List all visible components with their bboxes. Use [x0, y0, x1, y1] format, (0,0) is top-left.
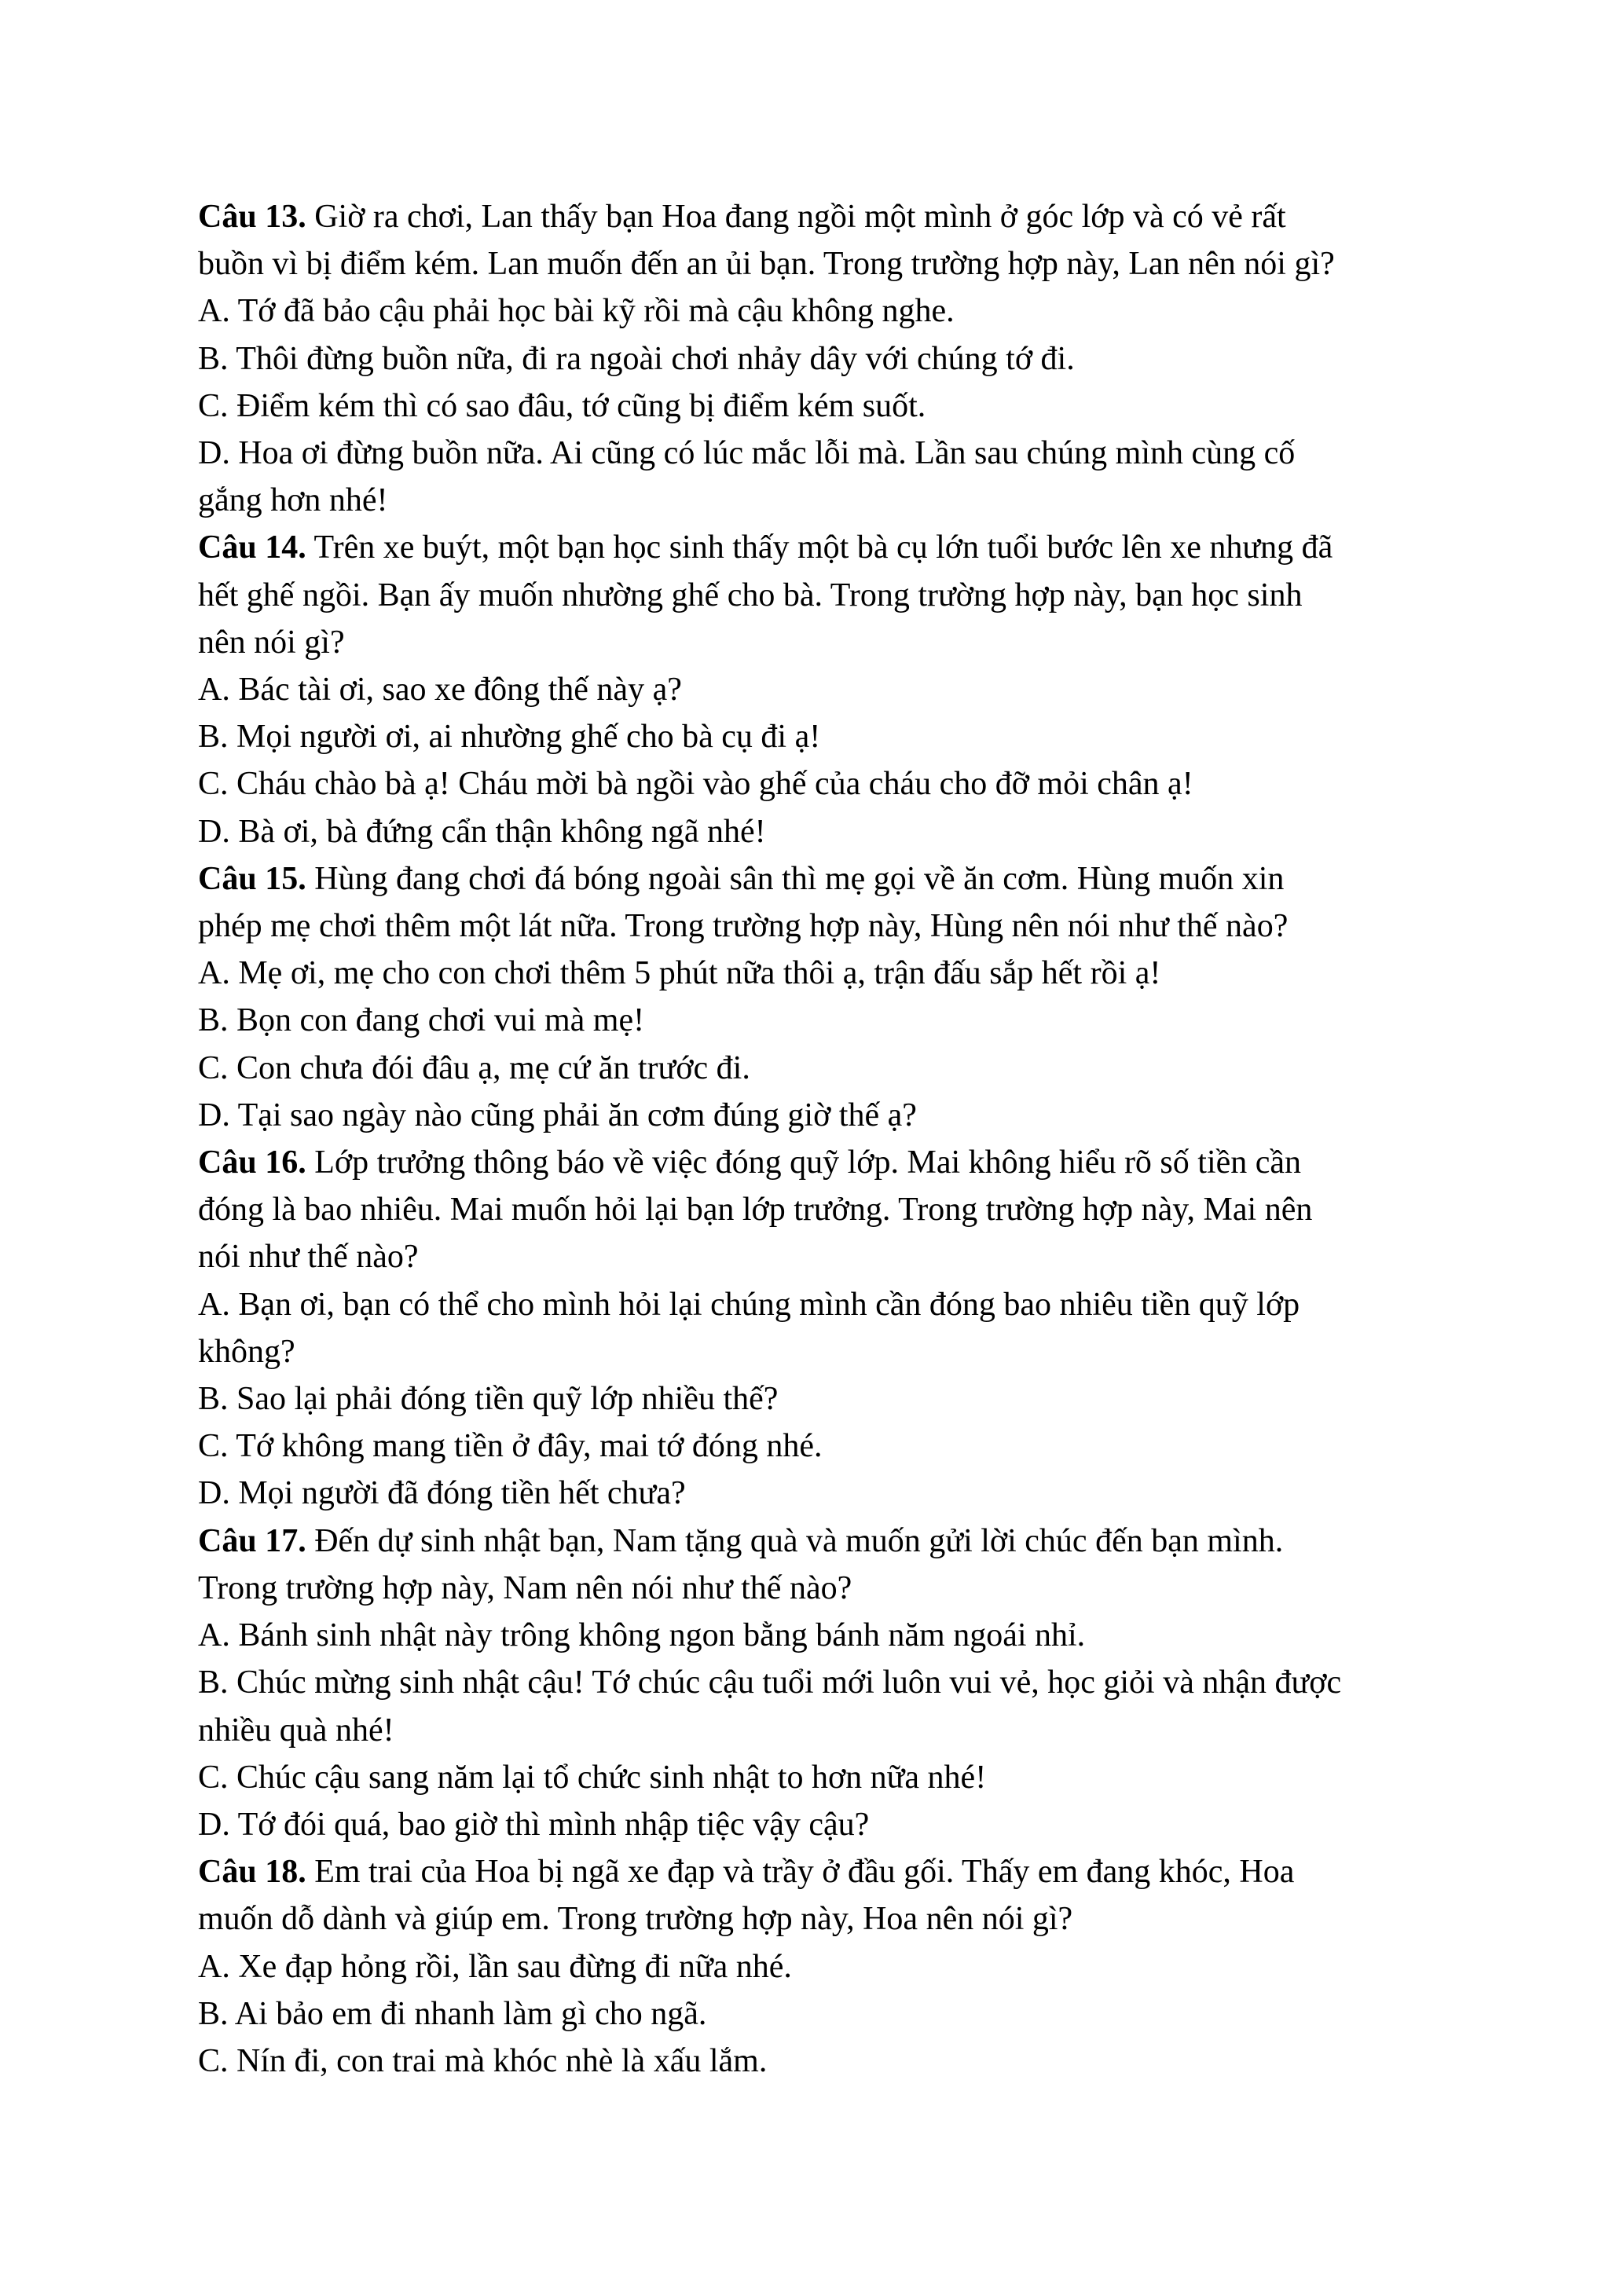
question-text: đóng là bao nhiêu. Mai muốn hỏi lại bạn lớp trưởng. Trong trường hợp này, Mai nên	[198, 1192, 1313, 1229]
question-text: Đến dự sinh nhật bạn, Nam tặng quà và muốn gửi lời chúc đến bạn mình.	[314, 1522, 1284, 1559]
question-stem-line	[198, 193, 1447, 240]
question-block	[198, 524, 1447, 855]
question-stem-line	[198, 524, 1447, 571]
answer-option-line: C. Chúc cậu sang năm lại tổ chức sinh nhật to hơn nữa nhé!	[198, 1759, 987, 1796]
question-text: Trong trường hợp này, Nam nên nói như thế nào?	[198, 1569, 852, 1606]
question-block	[198, 1518, 1447, 1848]
answer-option-line: B. Thôi đừng buồn nữa, đi ra ngoài chơi nhảy dây với chúng tớ đi.	[198, 340, 1075, 377]
question-stem-line	[198, 1186, 1447, 1233]
question-stem-line	[198, 1139, 1447, 1186]
answer-option-line: nhiều quà nhé!	[198, 1712, 394, 1749]
answer-option-line: C. Nín đi, con trai mà khóc nhè là xấu lắm.	[198, 2042, 768, 2079]
answer-option-line: B. Chúc mừng sinh nhật cậu! Tớ chúc cậu tuổi mới luôn vui vẻ, học giỏi và nhận được	[198, 1664, 1342, 1701]
question-stem-line	[198, 1895, 1447, 1943]
question-text: Lớp trưởng thông báo về việc đóng quỹ lớp. Mai không hiểu rõ số tiền cần	[314, 1144, 1302, 1181]
question-text: buồn vì bị điểm kém. Lan muốn đến an ủi bạn. Trong trường hợp này, Lan nên nói gì?	[198, 246, 1335, 283]
answer-option-line: D. Tại sao ngày nào cũng phải ăn cơm đúng giờ thế ạ?	[198, 1097, 917, 1133]
question-text: Trên xe buýt, một bạn học sinh thấy một bà cụ lớn tuổi bước lên xe nhưng đã	[313, 529, 1333, 566]
question-number: Câu 13.	[198, 199, 306, 235]
answer-option-line: D. Bà ơi, bà đứng cẩn thận không ngã nhé!	[198, 813, 766, 850]
answer-option-line: A. Bánh sinh nhật này trông không ngon bằng bánh năm ngoái nhỉ.	[198, 1617, 1086, 1654]
answer-option-line: D. Mọi người đã đóng tiền hết chưa?	[198, 1475, 686, 1512]
answer-option-line: D. Hoa ơi đừng buồn nữa. Ai cũng có lúc mắc lỗi mà. Lần sau chúng mình cùng cố	[198, 435, 1296, 472]
answer-option-line: C. Con chưa đói đâu ạ, mẹ cứ ăn trước đi.	[198, 1049, 750, 1086]
question-number: Câu 15.	[198, 860, 306, 897]
question-text: nên nói gì?	[198, 624, 345, 661]
answer-option-line: A. Bạn ơi, bạn có thể cho mình hỏi lại chúng mình cần đóng bao nhiêu tiền quỹ lớp	[198, 1286, 1300, 1323]
question-stem-line	[198, 1518, 1447, 1565]
question-text: hết ghế ngồi. Bạn ấy muốn nhường ghế cho bà. Trong trường hợp này, bạn học sinh	[198, 577, 1303, 613]
answer-option-line: A. Mẹ ơi, mẹ cho con chơi thêm 5 phút nữa thôi ạ, trận đấu sắp hết rồi ạ!	[198, 955, 1161, 992]
answer-option-line: B. Sao lại phải đóng tiền quỹ lớp nhiều thế?	[198, 1381, 779, 1418]
question-text: Giờ ra chơi, Lan thấy bạn Hoa đang ngồi một mình ở góc lớp và có vẻ rất	[314, 199, 1286, 235]
question-text: muốn dỗ dành và giúp em. Trong trường hợp này, Hoa nên nói gì?	[198, 1901, 1073, 1938]
answer-option-line: C. Cháu chào bà ạ! Cháu mời bà ngồi vào ghế của cháu cho đỡ mỏi chân ạ!	[198, 766, 1193, 803]
question-text: Em trai của Hoa bị ngã xe đạp và trầy ở đầu gối. Thấy em đang khóc, Hoa	[314, 1854, 1295, 1891]
question-number: Câu 14.	[198, 529, 306, 566]
question-text: Hùng đang chơi đá bóng ngoài sân thì mẹ gọi về ăn cơm. Hùng muốn xin	[314, 860, 1285, 897]
answer-option-line: B. Mọi người ơi, ai nhường ghế cho bà cụ đi ạ!	[198, 719, 821, 756]
answer-option-line: D. Tớ đói quá, bao giờ thì mình nhập tiệc vậy cậu?	[198, 1806, 870, 1843]
question-block	[198, 1139, 1447, 1518]
question-stem-line	[198, 1848, 1447, 1895]
answer-option-line: C. Điểm kém thì có sao đâu, tớ cũng bị điểm kém suốt.	[198, 387, 926, 424]
question-stem-line	[198, 903, 1447, 950]
question-stem-line	[198, 240, 1447, 287]
answer-option-line: A. Tớ đã bảo cậu phải học bài kỹ rồi mà cậu không nghe.	[198, 293, 955, 330]
question-block	[198, 193, 1447, 524]
question-block	[198, 855, 1447, 1139]
document-page	[198, 193, 1447, 2085]
question-number: Câu 18.	[198, 1854, 306, 1891]
answer-option-line: A. Bác tài ơi, sao xe đông thế này ạ?	[198, 672, 682, 709]
answer-option-line: B. Bọn con đang chơi vui mà mẹ!	[198, 1002, 645, 1039]
question-stem-line	[198, 572, 1447, 619]
question-stem-line	[198, 1233, 1447, 1280]
question-stem-line	[198, 619, 1447, 666]
question-block	[198, 1848, 1447, 2085]
answer-option-line: gắng hơn nhé!	[198, 482, 388, 519]
answer-option-line: B. Ai bảo em đi nhanh làm gì cho ngã.	[198, 1995, 707, 2032]
question-number: Câu 16.	[198, 1144, 306, 1181]
question-stem-line	[198, 855, 1447, 903]
question-text: nói như thế nào?	[198, 1239, 419, 1276]
question-number: Câu 17.	[198, 1522, 306, 1559]
answer-option-line: C. Tớ không mang tiền ở đây, mai tớ đóng nhé.	[198, 1428, 823, 1465]
question-stem-line	[198, 1565, 1447, 1612]
answer-option-line: A. Xe đạp hỏng rồi, lần sau đừng đi nữa nhé.	[198, 1948, 792, 1985]
answer-option-line: không?	[198, 1333, 295, 1370]
question-text: phép mẹ chơi thêm một lát nữa. Trong trường hợp này, Hùng nên nói như thế nào?	[198, 908, 1289, 945]
